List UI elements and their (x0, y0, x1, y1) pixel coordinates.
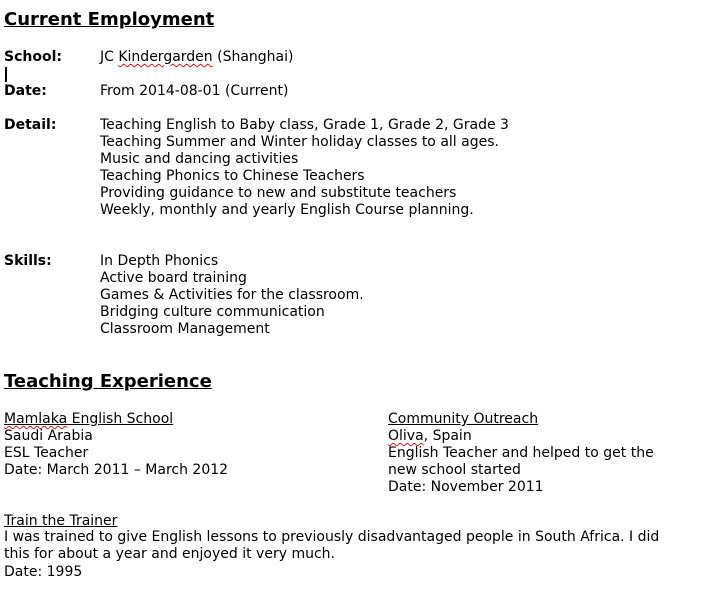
detail-item: Teaching Phonics to Chinese Teachers (100, 168, 365, 184)
detail-item: Music and dancing activities (100, 151, 299, 167)
outreach-location: Oliva, Spain (388, 428, 472, 444)
school-label: School: (4, 49, 62, 65)
trainer-description: I was trained to give English lessons to previously disadvantaged people in South Africa. I did this for about a year and enjoyed it very much. (4, 529, 660, 562)
detail-list (100, 117, 509, 219)
current-employment-heading: Current Employment (4, 9, 215, 30)
trainer-date-row (4, 564, 82, 581)
skills-label: Skills: (4, 253, 52, 269)
detail-item: Teaching Summer and Winter holiday classes to all ages. (100, 134, 499, 150)
detail-item: Providing guidance to new and substitute teachers (100, 185, 457, 201)
school-name: Mamlaka English School (4, 411, 174, 427)
trainer-title: Train the Trainer (4, 513, 118, 529)
spelling-flag-mamlaka: Mamlaka (4, 411, 68, 427)
spelling-flag-kindergarden: Kindergarden (118, 49, 213, 65)
outreach-title: Community Outreach (388, 411, 539, 427)
skill-item: Games & Activities for the classroom. (100, 287, 364, 303)
spelling-flag-oliva: Oliva (388, 428, 424, 444)
teaching-experience-heading: Teaching Experience (4, 371, 212, 392)
text-cursor (5, 67, 7, 82)
detail-item: Teaching English to Baby class, Grade 1, Grade 2, Grade 3 (100, 117, 509, 133)
experience-right-column (388, 411, 654, 496)
outreach-dates: Date: November 2011 (388, 479, 544, 495)
school-value: JC Kindergarden (Shanghai) (100, 49, 294, 65)
detail-item: Weekly, monthly and yearly English Course planning. (100, 202, 474, 218)
date-value: From 2014-08-01 (Current) (100, 83, 289, 99)
skills-list (100, 253, 364, 338)
trainer-date: Date: 1995 (4, 564, 83, 580)
job-role: ESL Teacher (4, 445, 89, 461)
school-location: Saudi Arabia (4, 428, 93, 444)
skill-item: Classroom Management (100, 321, 270, 337)
detail-label: Detail: (4, 117, 57, 133)
skill-item: In Depth Phonics (100, 253, 219, 269)
outreach-role-line1: English Teacher and helped to get the (388, 445, 654, 461)
outreach-role-line2: new school started (388, 462, 521, 478)
skill-item: Active board training (100, 270, 247, 286)
trainer-title-row (4, 513, 117, 530)
date-label: Date: (4, 83, 47, 99)
job-dates: Date: March 2011 – March 2012 (4, 462, 229, 478)
experience-left-column (4, 411, 228, 479)
skill-item: Bridging culture communication (100, 304, 325, 320)
